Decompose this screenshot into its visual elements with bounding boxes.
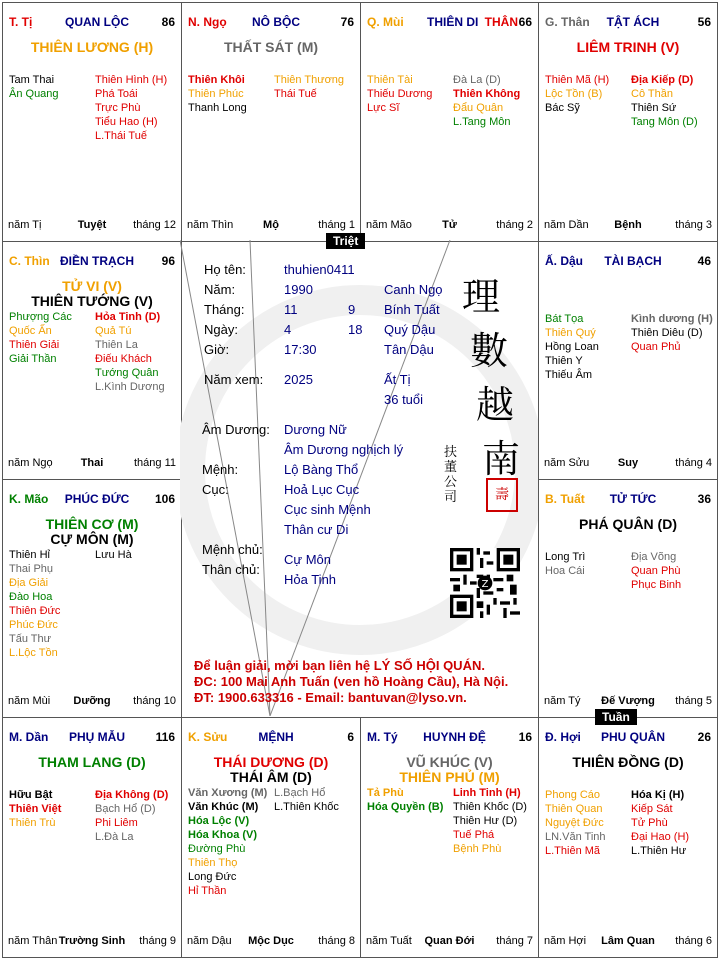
minor-stars-left [545, 550, 631, 578]
contact-line-1: Để luận giải, mời bạn liên hệ LÝ SỐ HỘI QUÁN. [194, 658, 485, 673]
minor-star: Tang Môn (D) [631, 116, 698, 128]
minor-stars-left [545, 73, 631, 115]
minor-star: Quốc Ấn [9, 325, 52, 337]
palace-header [545, 254, 711, 268]
palace-header [188, 730, 354, 744]
minor-star: Thái Tuế [274, 88, 317, 100]
minor-star: Thiên Hình (H) [95, 74, 168, 86]
seal-text: 扶董公司 [444, 445, 458, 505]
contact-line-2: ĐC: 100 Mai Anh Tuấn (ven hồ Hoàng Cầu), Hà Nội. [194, 674, 509, 689]
label-menh: Mệnh: [202, 462, 239, 477]
palace-month: tháng 9 [139, 935, 176, 947]
tuan-tag: Tuần [595, 709, 637, 725]
minor-stars-right [274, 786, 358, 814]
value-column-lower [284, 420, 403, 590]
palace-stage: Tuyệt [77, 219, 107, 231]
palace-year: năm Hợi [544, 935, 587, 947]
palace-title: NÔ BỘC [252, 15, 300, 29]
label-thang: Tháng: [204, 302, 245, 317]
minor-star: Phượng Các [9, 311, 72, 323]
palace-footer [366, 219, 533, 233]
minor-stars-left [367, 73, 453, 115]
minor-star: Thiếu Âm [545, 369, 593, 381]
palace-score: 6 [347, 730, 354, 744]
minor-star: Tướng Quân [95, 367, 159, 379]
minor-star: L.Thiên Mã [545, 845, 601, 857]
minor-star: Hóa Kị (H) [631, 789, 685, 801]
palace-score: 26 [697, 730, 711, 744]
main-star: PHÁ QUÂN (D) [579, 516, 677, 532]
value-amduong-2: Âm Dương nghịch lý [284, 442, 404, 457]
calligraphy-char-2: 數 [470, 329, 509, 373]
palace-dau [538, 241, 718, 480]
palace-score: 106 [154, 492, 175, 506]
palace-score: 66 [518, 15, 532, 29]
minor-stars-left [545, 312, 631, 382]
value-month-canchi: Bính Tuất [384, 302, 440, 317]
minor-star: Phúc Đức [9, 619, 58, 631]
minor-star: Hỉ Thần [188, 885, 227, 897]
calligraphy-char-1: 理 [462, 275, 501, 319]
minor-star: Thiên Hỉ [9, 549, 50, 561]
palace-month: tháng 10 [133, 695, 176, 707]
minor-star: Quan Phủ [631, 341, 681, 353]
minor-star: Văn Khúc (M) [188, 801, 259, 813]
label-hoten: Họ tên: [204, 262, 246, 277]
palace-year: năm Tuất [366, 935, 412, 947]
minor-stars-right [453, 786, 537, 856]
triet-tag: Triệt [326, 233, 365, 249]
minor-star: Hỏa Tinh (D) [95, 311, 161, 323]
minor-star: Bạch Hổ (D) [95, 803, 156, 815]
minor-star: Văn Xương (M) [188, 787, 268, 799]
minor-star: Đà La (D) [453, 74, 501, 86]
palace-title: HUYNH ĐỆ [423, 730, 486, 744]
minor-stars-left [9, 548, 95, 660]
main-star: THẤT SÁT (M) [223, 39, 319, 55]
minor-star: Long Trì [545, 551, 586, 563]
main-star: THÁI ÂM (D) [230, 769, 312, 785]
minor-star: Trực Phù [95, 102, 141, 114]
minor-star: Thiếu Dương [367, 88, 433, 100]
palace-stage: Mộc Dục [248, 935, 294, 947]
minor-star: Cô Thần [631, 88, 673, 100]
main-star: THIÊN TƯỚNG (V) [31, 293, 153, 309]
minor-stars-left [188, 786, 274, 898]
palace-footer [366, 935, 533, 949]
value-amduong-1: Dương Nữ [284, 422, 347, 437]
qr-code-icon[interactable] [450, 548, 520, 618]
minor-star: Phi Liêm [95, 817, 138, 829]
palace-branch: K. Sửu [188, 730, 228, 744]
value-column-2 [348, 300, 362, 340]
minor-star: Bệnh Phù [453, 843, 502, 855]
minor-star: LN.Văn Tinh [545, 831, 606, 843]
minor-star: Tiểu Hao (H) [95, 116, 158, 128]
label-column-lower [202, 420, 270, 580]
minor-star: Quả Tú [95, 325, 132, 337]
minor-star: L.Thái Tuế [95, 130, 147, 142]
minor-star: Đẩu Quân [453, 102, 504, 114]
palace-footer [544, 695, 712, 709]
palace-score: 76 [340, 15, 354, 29]
minor-stars-right [95, 73, 179, 143]
palace-footer [8, 935, 176, 949]
palace-ngo [181, 2, 361, 242]
seal-stamp [444, 445, 460, 505]
palace-year: năm Tị [8, 219, 42, 231]
minor-star: Lộc Tồn (B) [545, 88, 603, 100]
palace-stage: Thai [80, 457, 104, 469]
palace-branch: B. Tuất [545, 492, 585, 506]
main-star: VŨ KHÚC (V) [406, 754, 493, 770]
palace-title: TÀI BẠCH [604, 254, 662, 268]
minor-star: L.Lộc Tồn [9, 647, 58, 659]
palace-year: năm Thân [8, 935, 58, 947]
minor-star: Hồng Loan [545, 341, 599, 353]
palace-title: QUAN LỘC [65, 15, 129, 29]
palace-score: 56 [697, 15, 711, 29]
palace-branch: M. Tý [367, 730, 398, 744]
palace-mui [360, 2, 539, 242]
palace-branch: C. Thìn [9, 254, 50, 268]
palace-month: tháng 7 [496, 935, 533, 947]
minor-star: Ân Quang [9, 88, 59, 100]
palace-header [9, 730, 175, 744]
minor-stars-right [631, 73, 715, 129]
label-column [204, 260, 263, 390]
minor-star: Thiên Sứ [631, 102, 677, 114]
palace-year: năm Dậu [187, 935, 232, 947]
palace-tuat [538, 479, 718, 718]
minor-star: Thiên Việt [9, 803, 62, 815]
minor-star: Thiên Giải [9, 339, 60, 351]
calligraphy-char-3: 越 [476, 383, 515, 427]
minor-stars-right [95, 548, 179, 562]
palace-stage: Bệnh [614, 219, 642, 231]
palace-footer [187, 935, 355, 949]
palace-branch: K. Mão [9, 492, 49, 506]
svg-text:Z: Z [481, 579, 489, 590]
main-star: THIÊN CƠ (M) [45, 516, 139, 532]
minor-star: Địa Kiếp (D) [631, 74, 694, 86]
palace-footer [544, 219, 712, 233]
palace-ti [2, 2, 182, 242]
minor-star: Linh Tinh (H) [453, 787, 521, 799]
minor-star: Hóa Lộc (V) [188, 815, 250, 827]
palace-month: tháng 5 [675, 695, 712, 707]
palace-month: tháng 2 [496, 219, 533, 231]
minor-star: Thiên Thọ [188, 857, 238, 869]
minor-stars-left [188, 73, 274, 115]
minor-star: Tả Phù [367, 787, 404, 799]
palace-footer [8, 695, 176, 709]
value-month: 11 [284, 302, 298, 317]
value-view-year: 2025 [284, 372, 313, 387]
palace-stage: Mộ [263, 219, 279, 231]
minor-star: Tử Phù [631, 817, 668, 829]
minor-star: Địa Không (D) [95, 789, 169, 801]
minor-star: Đào Hoa [9, 591, 53, 603]
palace-header [9, 15, 175, 29]
palace-stage: Quan Đới [424, 935, 475, 947]
palace-year: năm Ngọ [8, 457, 53, 469]
main-star: TỬ VI (V) [62, 278, 122, 294]
palace-title: PHÚC ĐỨC [64, 492, 130, 506]
value-hour-canchi: Tân Dậu [384, 342, 434, 357]
palace-header [545, 730, 711, 744]
minor-star: Phong Cáo [545, 789, 601, 801]
palace-title: PHỤ MẪU [69, 730, 125, 744]
minor-star: Phục Binh [631, 579, 682, 591]
palace-dan [2, 717, 182, 958]
minor-star: Quan Phù [631, 565, 681, 577]
palace-score: 36 [697, 492, 711, 506]
palace-footer [8, 219, 176, 233]
minor-star: Thiên Khôi [188, 74, 245, 86]
minor-star: Thiên Y [545, 355, 583, 367]
palace-branch: Ấ. Dậu [545, 254, 584, 268]
palace-header [367, 15, 532, 29]
minor-star: Lực Sĩ [367, 102, 400, 114]
minor-star: Thiên Không [453, 88, 521, 100]
main-star: THIÊN LƯƠNG (H) [30, 39, 154, 55]
label-amduong: Âm Dương: [202, 422, 270, 437]
value-lunar-day: 18 [348, 322, 363, 337]
palace-than [538, 2, 718, 242]
value-cuc-2: Cục sinh Mệnh [284, 502, 371, 517]
minor-star: Nguyệt Đức [545, 817, 604, 829]
palace-footer [544, 935, 712, 949]
palace-stage: Đế Vượng [601, 695, 655, 707]
palace-footer [544, 457, 712, 471]
minor-star: Lưu Hà [95, 549, 132, 561]
calligraphy-logo [462, 270, 522, 486]
minor-star: Điếu Khách [95, 353, 152, 365]
value-column-1 [284, 260, 355, 390]
minor-stars-left [367, 786, 453, 814]
palace-month: tháng 12 [133, 219, 176, 231]
minor-star: Kình dương (H) [631, 313, 713, 325]
palace-month: tháng 6 [675, 935, 712, 947]
value-day-canchi: Quý Dậu [384, 322, 436, 337]
contact-line-3: ĐT: 1900.633316 - Email: bantuvan@lyso.vn. [194, 690, 467, 705]
main-star: THAM LANG (D) [38, 754, 146, 770]
palace-stage: Trường Sinh [58, 935, 126, 947]
minor-star: Địa Võng [631, 551, 677, 563]
minor-stars-left [545, 788, 631, 858]
minor-star: Thiên Diêu (D) [631, 327, 703, 339]
palace-month: tháng 1 [318, 219, 355, 231]
value-hour: 17:30 [284, 342, 317, 357]
palace-title: ĐIỀN TRẠCH [60, 254, 134, 268]
palace-footer [8, 457, 176, 471]
palace-month: tháng 4 [675, 457, 712, 469]
minor-stars-left [9, 788, 95, 830]
minor-stars-left [9, 73, 95, 101]
palace-year: năm Mùi [8, 695, 51, 707]
palace-month: tháng 3 [675, 219, 712, 231]
minor-star: Bác Sỹ [545, 102, 580, 114]
minor-star: Tam Thai [9, 74, 55, 86]
palace-score: 46 [697, 254, 711, 268]
palace-score: 16 [518, 730, 532, 744]
minor-star: L.Bạch Hổ [274, 787, 326, 799]
label-nam: Năm: [204, 282, 236, 297]
value-age: 36 tuổi [384, 392, 424, 407]
value-menh: Lộ Bàng Thổ [284, 462, 359, 477]
value-cuc-1: Hoả Lục Cục [284, 482, 360, 497]
minor-star: Hóa Khoa (V) [188, 829, 258, 841]
label-gio: Giờ: [204, 342, 230, 357]
value-view-year-canchi: Ất Tị [384, 372, 411, 387]
label-menhchu: Mệnh chủ: [202, 542, 263, 557]
palace-branch: Đ. Hợi [545, 730, 581, 744]
minor-star: Thiên Thương [274, 74, 345, 86]
minor-star: L.Đà La [95, 831, 134, 843]
palace-score: 86 [161, 15, 175, 29]
main-star: THÁI DƯƠNG (D) [213, 754, 329, 770]
minor-star: L.Kình Dương [95, 381, 165, 393]
palace-thin [2, 241, 182, 480]
palace-stage: Lâm Quan [601, 935, 655, 947]
value-thanchu: Hỏa Tinh [284, 572, 337, 587]
minor-star: Phá Toái [95, 88, 138, 100]
palace-year: năm Thìn [187, 219, 234, 231]
minor-star: Tấu Thư [9, 633, 52, 645]
minor-star: Thiên La [95, 339, 138, 351]
palace-header [188, 15, 354, 29]
palace-score: 116 [155, 730, 175, 744]
palace-year: năm Sửu [544, 457, 590, 469]
palace-branch: G. Thân [545, 15, 590, 29]
palace-stage: Tử [442, 219, 457, 231]
minor-star: Thanh Long [188, 102, 247, 114]
palace-title: PHU QUÂN [600, 730, 665, 744]
palace-title: TẬT ÁCH [606, 15, 660, 29]
minor-star: Thiên Quý [545, 327, 596, 339]
minor-star: L.Thiên Hư [631, 845, 687, 857]
minor-stars-right [453, 73, 537, 129]
minor-star: L.Thiên Khốc [274, 801, 339, 813]
minor-star: Thiên Phúc [188, 88, 244, 100]
palace-stage: Dưỡng [73, 695, 111, 707]
palace-stage: Suy [617, 457, 639, 469]
minor-stars-right [631, 312, 715, 354]
minor-stars-right [631, 550, 715, 592]
main-star: LIÊM TRINH (V) [576, 39, 680, 55]
palace-suu [181, 717, 361, 958]
minor-star: Đại Hao (H) [631, 831, 690, 843]
value-column-3 [384, 280, 443, 410]
palace-month: tháng 8 [318, 935, 355, 947]
minor-stars-right [95, 788, 179, 844]
palace-header [9, 254, 175, 268]
minor-stars-left [9, 310, 95, 366]
minor-star: Thiên Tài [367, 74, 413, 86]
palace-footer [187, 219, 355, 233]
minor-star: Thiên Trù [9, 817, 56, 829]
minor-star: Thai Phụ [9, 563, 54, 575]
minor-star: Bát Tọa [545, 313, 584, 325]
main-star: THIÊN ĐỒNG (D) [572, 754, 684, 770]
main-star: CỰ MÔN (M) [50, 531, 134, 547]
label-namxem: Năm xem: [204, 372, 264, 387]
palace-than-marker: THÂN [484, 15, 518, 29]
palace-title: THIÊN DI [427, 15, 479, 29]
palace-hoi [538, 717, 718, 958]
minor-star: Thiên Khốc (D) [453, 801, 527, 813]
red-seal-icon: 壽 [486, 478, 518, 512]
minor-star: Thiên Quan [545, 803, 603, 815]
palace-header [545, 15, 711, 29]
value-cuc-3: Thân cư Di [284, 522, 349, 537]
palace-branch: N. Ngọ [188, 15, 227, 29]
minor-star: Hữu Bật [9, 789, 53, 801]
palace-mao [2, 479, 182, 718]
value-day: 4 [284, 322, 292, 337]
palace-branch: Q. Mùi [367, 15, 404, 29]
palace-score: 96 [161, 254, 175, 268]
minor-stars-right [631, 788, 715, 858]
label-ngay: Ngày: [204, 322, 238, 337]
center-info-panel [180, 240, 538, 716]
value-menhchu: Cự Môn [284, 552, 331, 567]
label-thanchu: Thân chủ: [202, 562, 260, 577]
minor-star: L.Tang Môn [453, 116, 511, 128]
palace-branch: M. Dần [9, 730, 49, 744]
palace-year: năm Mão [366, 219, 412, 231]
minor-star: Kiếp Sát [631, 803, 673, 815]
calligraphy-char-4: 南 [482, 437, 521, 481]
minor-star: Giải Thần [9, 353, 57, 365]
minor-star: Đường Phù [188, 843, 246, 855]
minor-stars-right [274, 73, 358, 101]
minor-star: Hoa Cái [545, 565, 585, 577]
value-hoten: thuhien0411 [284, 262, 355, 277]
main-star: THIÊN PHỦ (M) [399, 769, 500, 785]
value-year-canchi: Canh Ngọ [384, 282, 443, 297]
minor-star: Hóa Quyền (B) [367, 801, 444, 813]
palace-header [545, 492, 711, 506]
palace-month: tháng 11 [133, 457, 176, 469]
palace-year: năm Tý [544, 695, 581, 707]
palace-ty [360, 717, 539, 958]
minor-star: Địa Giải [9, 577, 49, 589]
palace-branch: T. Tị [9, 15, 33, 29]
minor-star: Thiên Mã (H) [545, 74, 610, 86]
minor-star: Thiên Đức [9, 605, 61, 617]
value-year: 1990 [284, 282, 313, 297]
palace-header [367, 730, 532, 744]
palace-title: TỬ TỨC [609, 492, 657, 506]
minor-star: Tuế Phá [453, 829, 495, 841]
palace-year: năm Dần [544, 219, 589, 231]
palace-title: MỆNH [258, 730, 294, 744]
palace-header [9, 492, 175, 506]
minor-stars-right [95, 310, 179, 394]
label-cuc: Cục: [202, 482, 229, 497]
minor-star: Long Đức [188, 871, 237, 883]
minor-star: Thiên Hư (D) [453, 815, 518, 827]
value-lunar-month: 9 [348, 302, 356, 317]
